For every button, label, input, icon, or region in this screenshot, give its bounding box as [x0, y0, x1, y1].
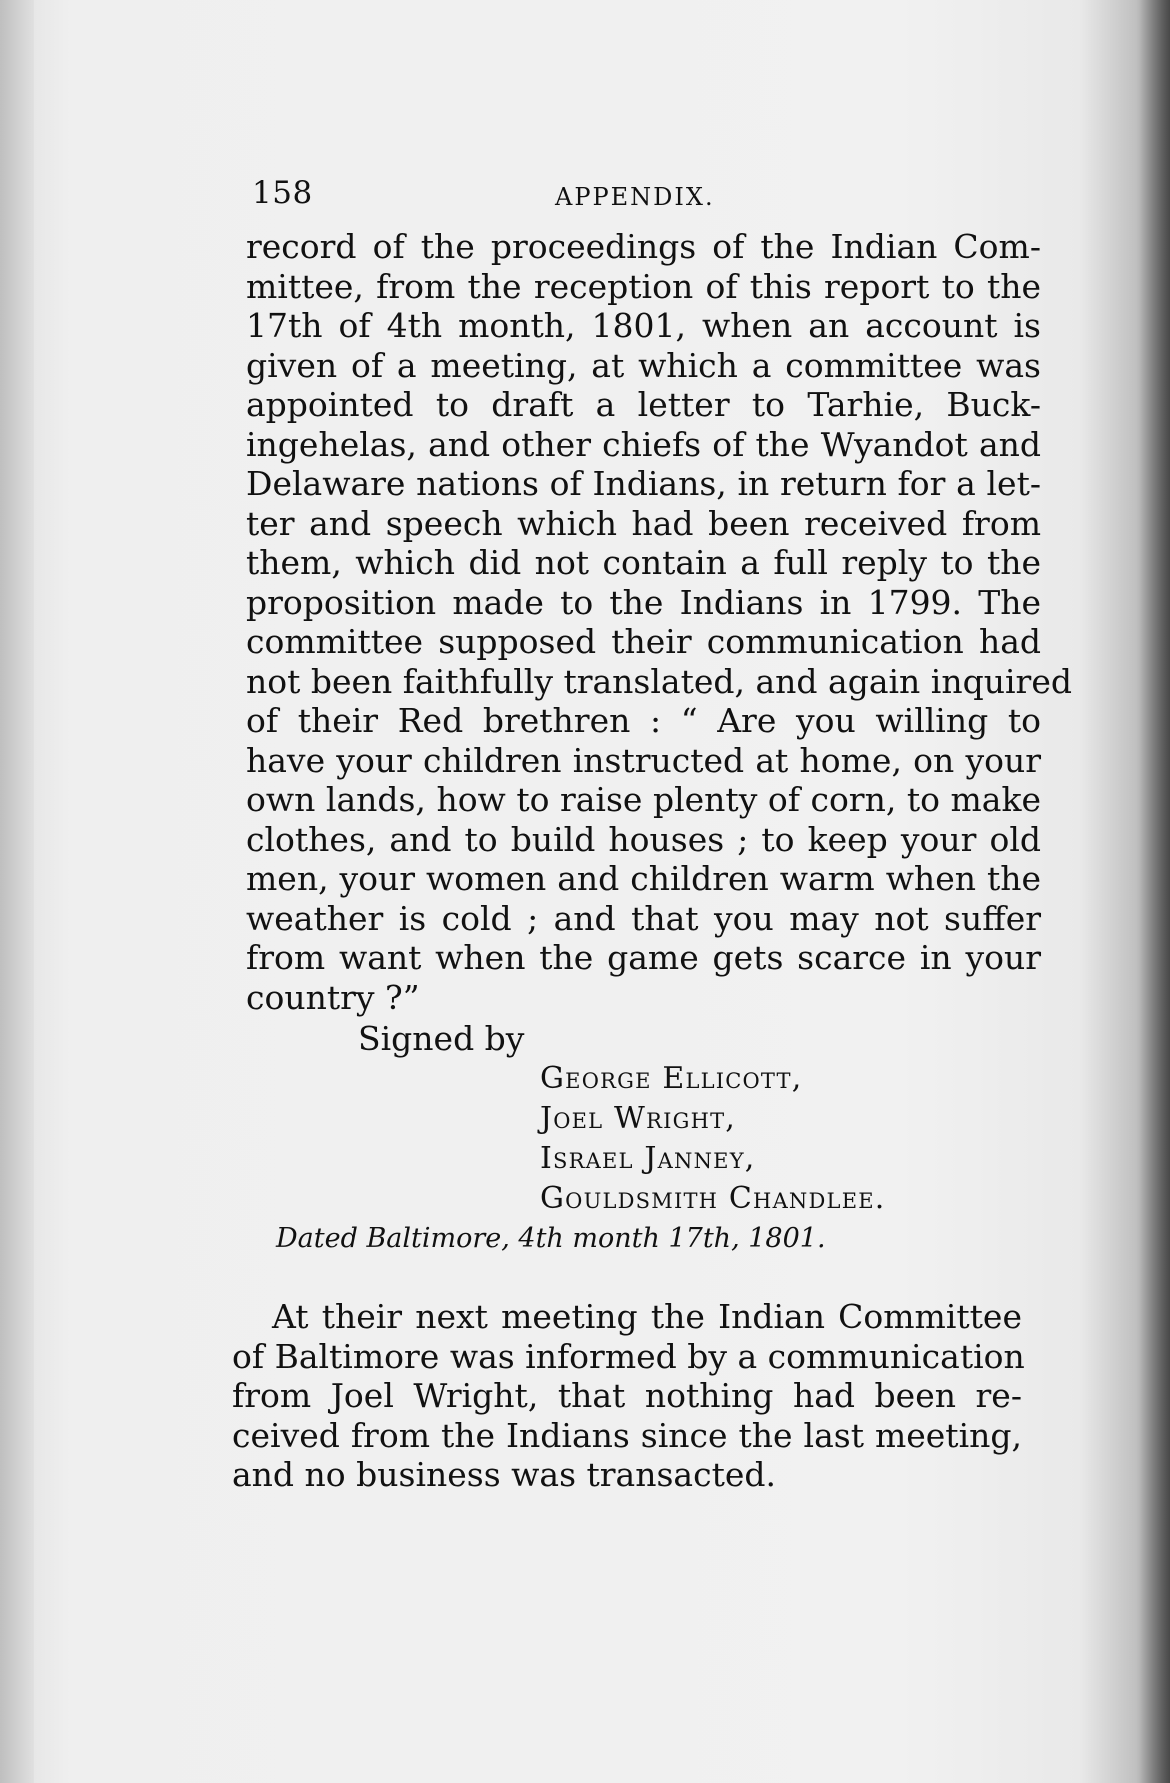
paragraph-1 — [232, 227, 1072, 1017]
paragraph-line: and no business was transacted. — [232, 1455, 776, 1494]
paragraph-line: ceived from the Indians since the last meeting, — [232, 1415, 1022, 1455]
page-header — [232, 175, 1032, 227]
dated-line: Dated Baltimore, 4th month 17th, 1801. — [276, 1223, 826, 1254]
paragraph-2 — [232, 1297, 1032, 1495]
paragraph-line: from Joel Wright, that nothing had been re- — [232, 1376, 1022, 1415]
paragraph-line: country ?” — [246, 977, 420, 1017]
paragraph-line: committee supposed their communication had — [246, 622, 1041, 661]
signed-by-label: Signed by — [358, 1019, 525, 1058]
paragraph-spacer — [232, 1259, 1032, 1297]
paragraph-line: of their Red brethren : “ Are you willing to — [246, 701, 1041, 740]
paragraph-line: Delaware nations of Indians, in return for a let- — [246, 464, 1041, 503]
signers-list — [232, 1059, 1032, 1219]
paragraph-line: 17th of 4th month, 1801, when an account is — [246, 306, 1041, 345]
paragraph-line: At their next meeting the Indian Committee — [272, 1297, 1022, 1336]
paragraph-line: of Baltimore was informed by a communication — [232, 1336, 1025, 1376]
paragraph-line: record of the proceedings of the Indian Com- — [246, 227, 1041, 266]
paragraph-line: mittee, from the reception of this report to the — [246, 266, 1041, 306]
page-edge-shadow — [1136, 0, 1170, 1783]
page-gutter — [0, 0, 34, 1783]
paragraph-line: appointed to draft a letter to Tarhie, Buck- — [246, 385, 1041, 424]
paragraph-line: clothes, and to build houses ; to keep your old — [246, 819, 1041, 859]
running-title: APPENDIX. — [555, 183, 715, 211]
paragraph-line: not been faithfully translated, and again inquired — [246, 661, 1072, 701]
signer-name: Gouldsmith Chandlee. — [540, 1181, 886, 1216]
paragraph-line: them, which did not contain a full reply to the — [246, 543, 1041, 582]
text-block — [232, 175, 1072, 1495]
paragraph-line: ter and speech which had been received from — [246, 503, 1041, 543]
paragraph-line: own lands, how to raise plenty of corn, to make — [246, 780, 1041, 819]
paragraph-line: men, your women and children warm when the — [246, 859, 1041, 898]
paragraph-line: ingehelas, and other chiefs of the Wyandot and — [246, 424, 1041, 464]
paragraph-line: weather is cold ; and that you may not suffer — [246, 898, 1041, 938]
paragraph-line: given of a meeting, at which a committee was — [246, 345, 1041, 385]
paragraph-line: have your children instructed at home, on your — [246, 740, 1041, 780]
signer-name: George Ellicott, — [540, 1061, 803, 1096]
paragraph-line: from want when the game gets scarce in your — [246, 938, 1041, 977]
page-number: 158 — [252, 175, 313, 211]
signer-name: Israel Janney, — [540, 1141, 756, 1176]
paragraph-line: proposition made to the Indians in 1799. The — [246, 582, 1041, 622]
signer-name: Joel Wright, — [540, 1101, 737, 1136]
